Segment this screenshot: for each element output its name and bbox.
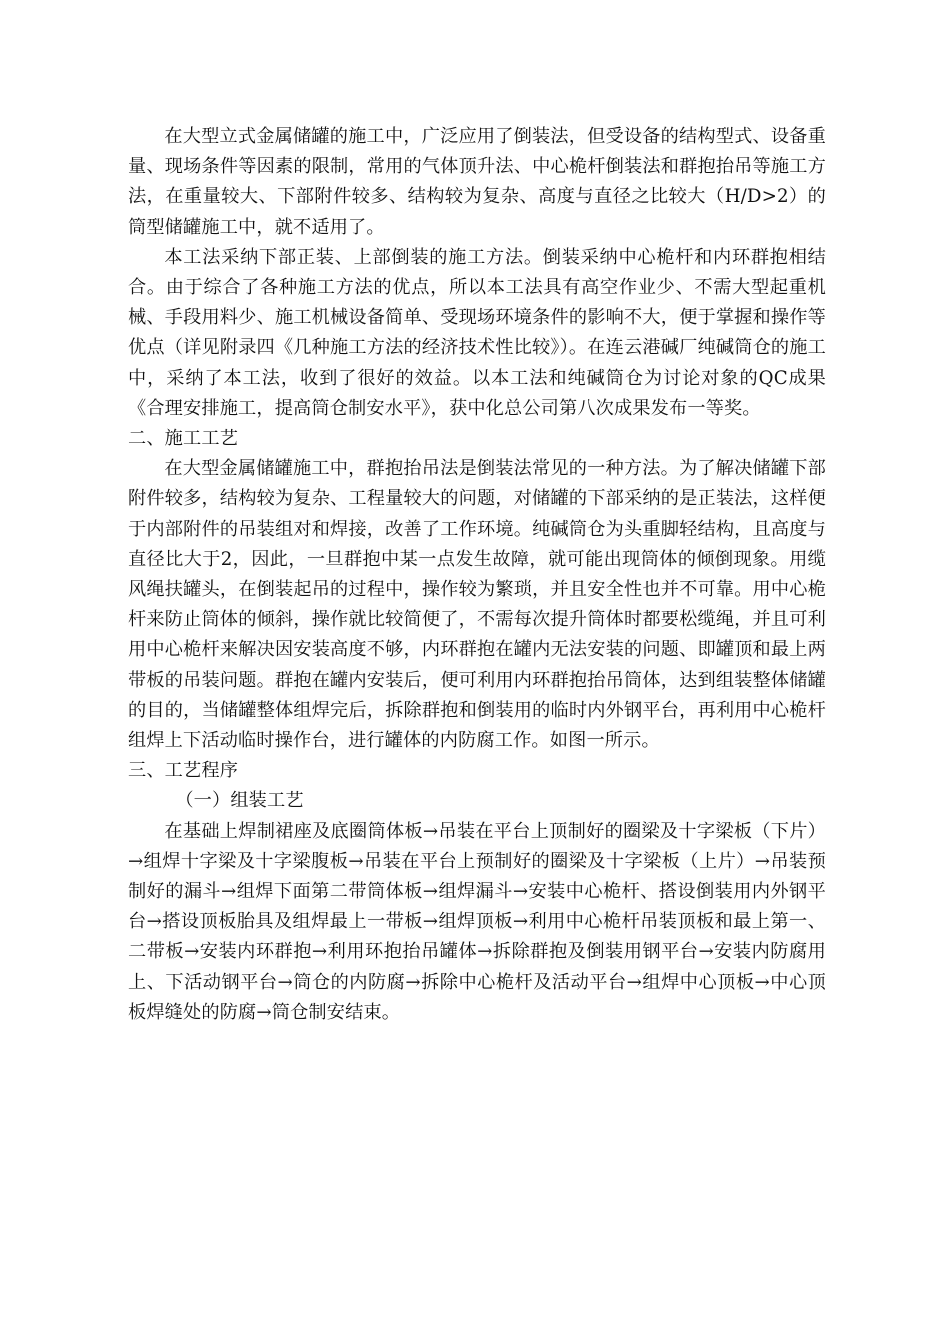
section-heading-construction-process: 二、施工工艺: [128, 428, 239, 450]
section-heading-procedure: 三、工艺程序: [128, 760, 239, 782]
subsection-heading-assembly: （一）组装工艺: [175, 790, 304, 812]
paragraph-method: 本工法采纳下部正装、上部倒装的施工方法。倒装采纳中心桅杆和内环群抱相结合。由于综合了各种施工方法的优点，所以本工法具有高空作业少、不需大型起重机械、手段用料少、施工机械设备简单、受现场环境条件的影响不大，便于掌握和操作等优点（详见附录四《几种施工方法的经济技术性比较》）。在连云港碱厂纯碱筒仓的施工中，采纳了本工法，收到了很好的效益。以本工法和纯碱筒仓为讨论对象的QC成果《合理安排施工，提高筒仓制安水平》，获中化总公司第八次成果发布一等奖。: [128, 246, 826, 419]
paragraph-assembly-steps: 在基础上焊制裙座及底圈筒体板→吊装在平台上顶制好的圈梁及十字梁板（下片）→组焊十字梁及十字梁腹板→吊装在平台上预制好的圈梁及十字梁板（上片）→吊装预制好的漏斗→组焊下面第二带筒体板→组焊漏斗→安装中心桅杆、搭设倒装用内外钢平台→搭设顶板胎具及组焊最上一带板→组焊顶板→利用中心桅杆吊装顶板和最上第一、二带板→安装内环群抱→利用环抱抬吊罐体→拆除群抱及倒装用钢平台→安装内防腐用上、下活动钢平台→筒仓的内防腐→拆除中心桅杆及活动平台→组焊中心顶板→中心顶板焊缝处的防腐→筒仓制安结束。: [128, 820, 826, 1023]
paragraph-intro: 在大型立式金属储罐的施工中，广泛应用了倒装法，但受设备的结构型式、设备重量、现场条件等因素的限制，常用的气体顶升法、中心桅杆倒装法和群抱抬吊等施工方法，在重量较大、下部附件较多、结构较为复杂、高度与直径之比较大（H/D>2）的筒型储罐施工中，就不适用了。: [128, 126, 826, 238]
paragraph-process: 在大型金属储罐施工中，群抱抬吊法是倒装法常见的一种方法。为了解决储罐下部附件较多，结构较为复杂、工程量较大的问题，对储罐的下部采纳的是正装法，这样便于内部附件的吊装组对和焊接，改善了工作环境。纯碱筒仓为头重脚轻结构，且高度与直径比大于2，因此，一旦群抱中某一点发生故障，就可能出现筒体的倾倒现象。用缆风绳扶罐头，在倒装起吊的过程中，操作较为繁琐，并且安全性也并不可靠。用中心桅杆来防止筒体的倾斜，操作就比较简便了，不需每次提升筒体时都要松缆绳，并且可利用中心桅杆来解决因安装高度不够，内环群抱在罐内无法安装的问题、即罐顶和最上两带板的吊装问题。群抱在罐内安装后，便可利用内环群抱抬吊筒体，达到组装整体储罐的目的，当储罐整体组焊完后，拆除群抱和倒装用的临时内外钢平台，再利用中心桅杆组焊上下活动临时操作台，进行罐体的内防腐工作。如图一所示。: [128, 458, 826, 752]
document-body: [128, 122, 826, 1028]
